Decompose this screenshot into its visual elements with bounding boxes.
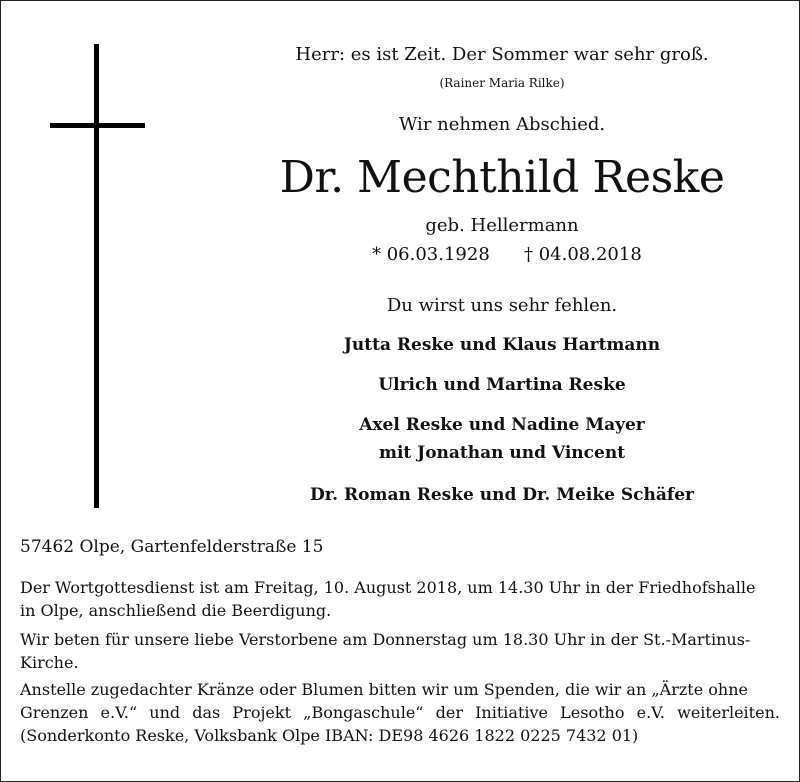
maiden-name: geb. Hellermann	[425, 215, 579, 236]
notice-word: „Bongaschule“	[303, 703, 424, 722]
family-line: Jutta Reske und Klaus Hartmann	[343, 335, 661, 355]
family-line: mit Jonathan und Vincent	[378, 443, 626, 463]
quote-text: Herr: es ist Zeit. Der Sommer war sehr groß.	[295, 44, 709, 65]
notice-line: in Olpe, anschließend die Beerdigung.	[20, 601, 332, 620]
miss-text: Du wirst uns sehr fehlen.	[386, 295, 618, 316]
notice-word: und	[149, 703, 181, 722]
notice-word: der	[435, 703, 463, 722]
quote-author: (Rainer Maria Rilke)	[439, 76, 565, 90]
notice-line-justified	[20, 703, 780, 722]
farewell-text: Wir nehmen Abschied.	[398, 114, 606, 135]
notice-line: Wir beten für unsere liebe Verstorbene am Donnerstag um 18.30 Uhr in der St.-Martinus-	[20, 630, 751, 649]
notice-line: Der Wortgottesdienst ist am Freitag, 10. August 2018, um 14.30 Uhr in der Friedhofshalle	[20, 578, 756, 597]
notice-word: e.V.“	[100, 703, 138, 722]
address-text: 57462 Olpe, Gartenfelderstraße 15	[20, 537, 324, 557]
birth-date: * 06.03.1928	[372, 244, 490, 265]
family-line: Axel Reske und Nadine Mayer	[359, 415, 645, 435]
notice-word: das	[192, 703, 221, 722]
family-line: Dr. Roman Reske und Dr. Meike Schäfer	[310, 485, 694, 505]
notice-line: (Sonderkonto Reske, Volksbank Olpe IBAN: DE98 4626 1822 0225 7432 01)	[20, 726, 639, 745]
notice-line: Kirche.	[20, 653, 79, 672]
cross-horizontal-bar	[50, 123, 145, 128]
notice-word: weiterleiten.	[677, 703, 780, 722]
death-date: † 04.08.2018	[524, 244, 642, 265]
cross-vertical-bar	[94, 44, 99, 508]
notice-word: Lesotho	[560, 703, 625, 722]
notice-word: Grenzen	[20, 703, 89, 722]
deceased-name: Dr. Mechthild Reske	[279, 152, 725, 203]
notice-word: Initiative	[475, 703, 548, 722]
notice-word: e.V.	[636, 703, 665, 722]
notice-line: Anstelle zugedachter Kränze oder Blumen bitten wir um Spenden, die wir an „Ärzte ohne	[20, 680, 748, 699]
notice-word: Projekt	[232, 703, 292, 722]
family-line: Ulrich und Martina Reske	[378, 375, 626, 395]
